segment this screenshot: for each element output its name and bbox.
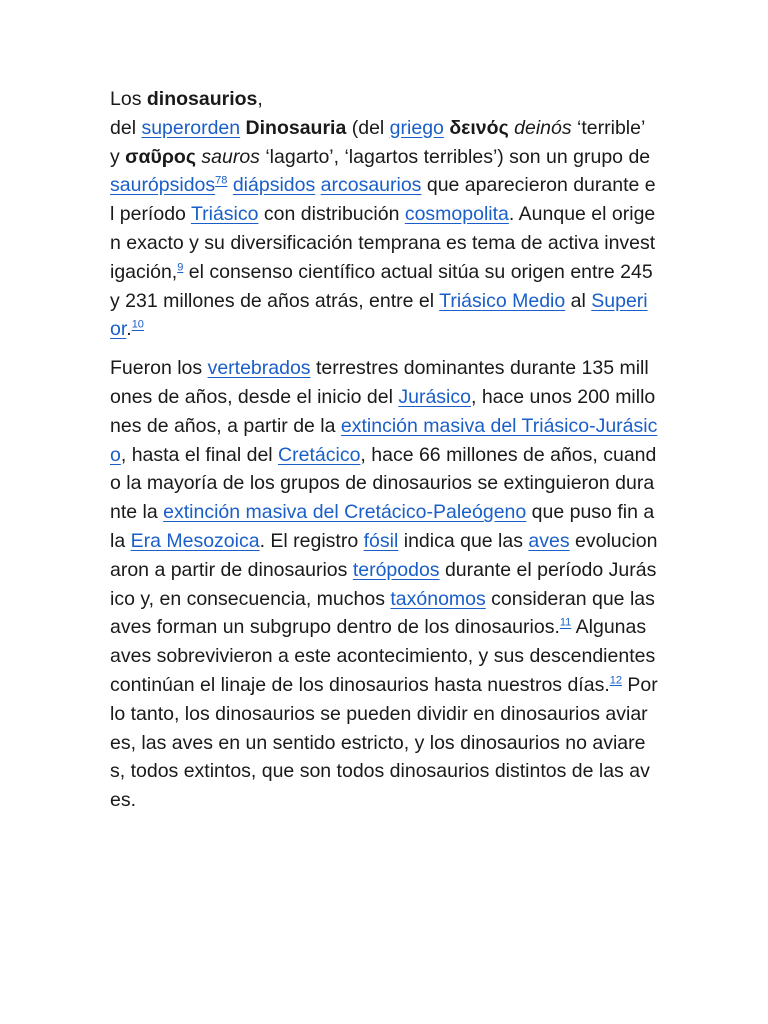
link-jurasico[interactable]: Jurásico — [398, 385, 471, 408]
text: . — [126, 318, 132, 341]
link-fosil[interactable]: fósil — [363, 529, 399, 552]
link-extincion-triasico-jurasico[interactable]: extinción masiva del Triásico-Jurásico — [110, 414, 658, 466]
text: ‘lagarto’, ‘lagartos terribles’) son un grupo de — [259, 145, 651, 168]
greek-sauros: σαῦρος — [125, 145, 196, 168]
link-griego[interactable]: griego — [389, 116, 444, 139]
link-vertebrados[interactable]: vertebrados — [207, 357, 311, 380]
text: evolucionaron a partir de dinosaurios — [110, 529, 658, 581]
link-extincion-cretacico-paleogeno[interactable]: extinción masiva del Cretácico-Paleógeno — [163, 501, 527, 524]
text: del — [110, 116, 142, 139]
text: Los — [110, 88, 147, 110]
link-teropodos[interactable]: terópodos — [352, 558, 440, 581]
text: . Aunque el origen exacto y su diversificación temprana es tema de activa investigación, — [110, 203, 656, 283]
text: Fueron los — [110, 357, 208, 380]
text: con distribución — [258, 203, 405, 226]
link-diapsidos[interactable]: diápsidos — [232, 174, 316, 197]
paragraph-intro — [110, 85, 658, 344]
link-superorden[interactable]: superorden — [141, 116, 241, 139]
link-era-mesozoica[interactable]: Era Mesozoica — [130, 529, 260, 552]
text: , hace 66 millones de años, cuando la mayoría de los grupos de dinosaurios se extinguieron durante la — [110, 443, 657, 524]
text: indica que las — [398, 529, 529, 552]
greek-deinos: δεινός — [449, 116, 509, 139]
text: (del — [346, 116, 390, 139]
link-cretacico[interactable]: Cretácico — [278, 443, 361, 466]
text: terrestres dominantes durante 135 millones de años, desde el inicio del — [110, 357, 649, 408]
text: , — [257, 88, 263, 110]
link-cosmopolita[interactable]: cosmopolita — [404, 203, 509, 226]
link-taxonomos[interactable]: taxónomos — [390, 587, 486, 610]
document-page — [110, 85, 658, 815]
text: ‘terrible’ y — [110, 116, 645, 168]
reference-11[interactable]: 11 — [559, 616, 572, 629]
text: . El registro — [259, 529, 364, 552]
text: al — [565, 289, 592, 312]
term-dinosauria: Dinosauria — [245, 116, 347, 139]
paragraph-history — [110, 354, 658, 815]
text: Por lo tanto, los dinosaurios se pueden dividir en dinosaurios aviares, las aves en un sentido estricto, y los dinosaurios no aviares, todos extintos, que son todos dinosaurios distintos de las aves. — [110, 673, 658, 812]
text: que aparecieron durante el período — [110, 174, 656, 226]
reference-10[interactable]: 10 — [131, 318, 144, 331]
text: durante el período Jurásico y, en consecuencia, muchos — [110, 558, 657, 610]
translit-sauros: sauros — [201, 145, 260, 168]
text: que puso fin a la — [110, 501, 655, 552]
text: , hace unos 200 millones de años, a partir de la — [110, 385, 656, 437]
link-arcosaurios[interactable]: arcosaurios — [320, 174, 422, 197]
translit-deinos: deinós — [514, 116, 572, 139]
link-aves[interactable]: aves — [528, 529, 570, 552]
reference-12[interactable]: 12 — [609, 674, 622, 687]
text: Algunas aves sobrevivieron a este acontecimiento, y sus descendientes continúan el linaje de los dinosaurios hasta nuestros días. — [110, 616, 656, 696]
term-dinosaurios: dinosaurios — [146, 88, 258, 110]
text: , hasta el final del — [120, 443, 279, 466]
reference-9[interactable]: 9 — [177, 261, 184, 274]
reference-78[interactable]: 78 — [215, 174, 228, 187]
text: consideran que las aves forman un subgrupo dentro de los dinosaurios. — [110, 587, 655, 639]
link-triasico[interactable]: Triásico — [190, 203, 259, 226]
link-triasico-medio[interactable]: Triásico Medio — [439, 289, 566, 312]
link-superior[interactable]: Superior — [110, 289, 648, 341]
text: el consenso científico actual sitúa su origen entre 245 y 231 millones de años atrás, entre el — [110, 260, 653, 312]
link-sauropsidos[interactable]: saurópsidos — [110, 174, 216, 197]
